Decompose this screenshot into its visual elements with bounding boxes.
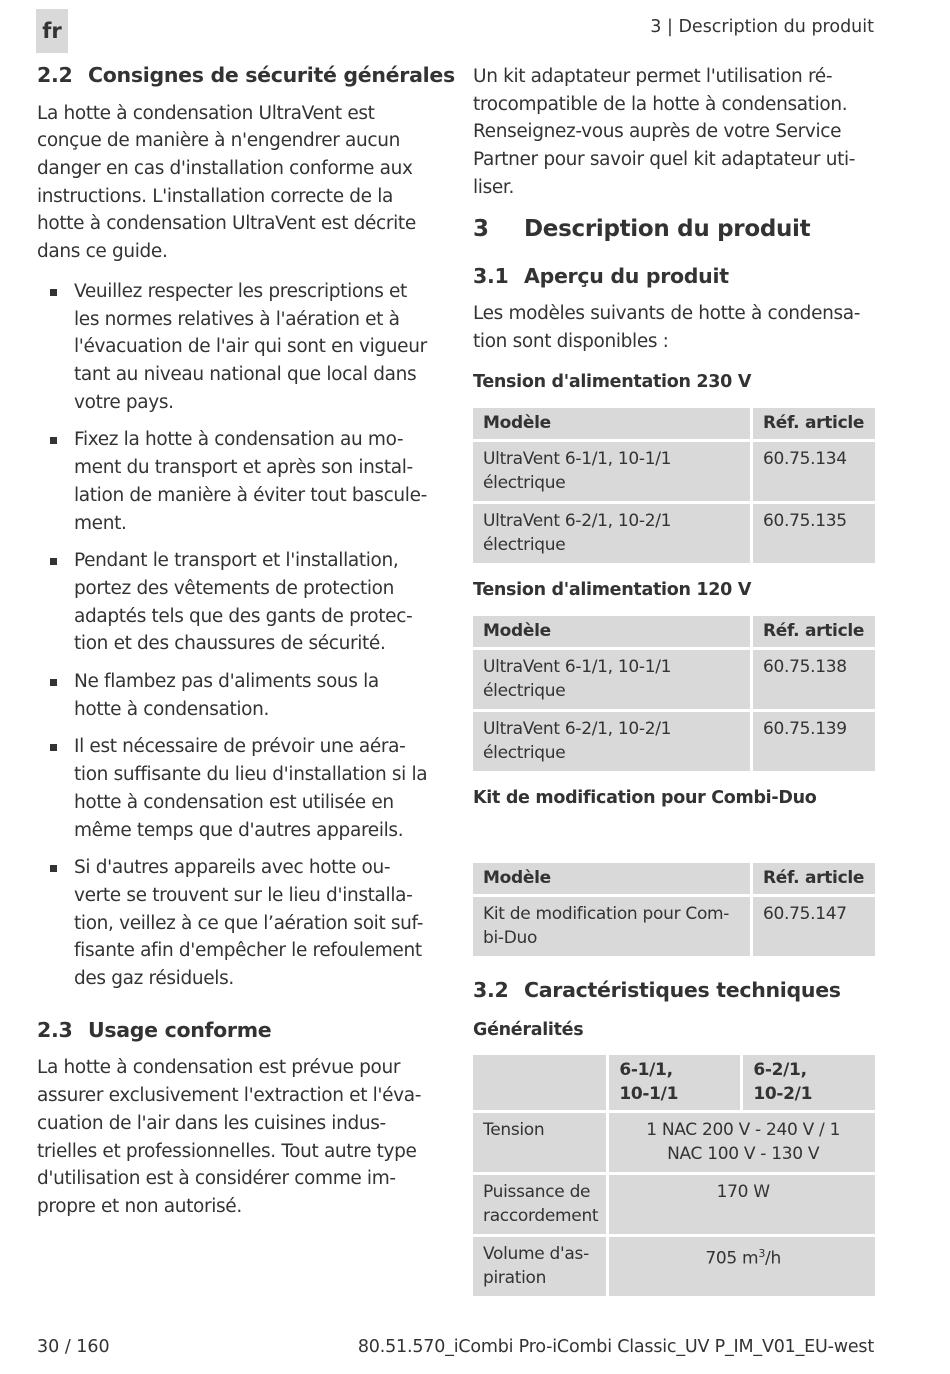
models-intro: Les modèles suivants de hotte à condensa- tion sont disponibles : [473,303,861,352]
general-subheading: Généralités [473,1020,584,1041]
table-row [473,712,875,771]
row-label-extraction-volume: Volume d'as- piration [473,1237,606,1296]
safety-list-item: Si d'autres appareils avec hotte ou- verte se trouvent sur le lieu d'installa- tion, veillez à ce que l’aération soit suf- fisante afin d'empêcher le refoulement des gaz résiduels. [37,854,440,993]
safety-list-item: Pendant le transport et l'installation, portez des vêtements de protection adaptés tels que des gants de protec- tion et des chaussures de sécurité. [37,547,440,658]
technical-data-table [470,1052,878,1299]
table-header-row [473,863,875,894]
section-heading-2-2: 2.2 Consignes de sécurité générales [37,63,455,87]
left-column [37,62,455,1221]
table-row [473,897,875,956]
empty-header-cell [473,1055,606,1110]
intended-use-text: La hotte à condensation est prévue pour assurer exclusivement l'extraction et l'éva- cuation de l'air dans les cuisines indus- trielles et professionnelles. Tout autre type d'utilisation est à considérer comme im- propre et non autorisé. [37,1057,422,1217]
article-number-cell: 60.75.138 [753,650,875,709]
section-heading-2-3: 2.3 Usage conforme [37,1017,272,1042]
page-number: 30 / 160 [37,1337,110,1357]
row-label-power: Puissance de raccordement [473,1175,606,1234]
safety-list-item: Il est nécessaire de prévoir une aéra- tion suffisante du lieu d'installation si la hotte à condensation est utilisée en même temps que d'autres appareils. [37,733,440,844]
table-row [473,650,875,709]
models-table-230v [470,405,878,566]
section-heading-3-1: 3.1 Aperçu du produit [473,263,729,288]
table-header-row [473,408,875,439]
col-header-model: Modèle [473,863,750,894]
model-cell: UltraVent 6-2/1, 10-2/1 électrique [473,712,750,771]
col-header-model: Modèle [473,408,750,439]
right-column [473,62,875,1299]
combi-duo-kit-table [470,860,878,959]
col-header-model: Modèle [473,616,750,647]
safety-list-item: Ne flambez pas d'aliments sous la hotte à condensation. [37,668,440,723]
safety-intro: La hotte à condensation UltraVent est conçue de manière à n'engendrer aucun danger en cas d'installation conforme aux instructions. L'installation correcte de la hotte à condensation UltraVent est décrite dans ce guide. [37,102,416,263]
col-header-6-1-1: 6-1/1, 10-1/1 [609,1055,740,1110]
table-header-row [473,1055,875,1110]
table-heading-combi-duo-kit: Kit de modification pour Combi-Duo [473,787,817,808]
col-header-ref: Réf. article [753,616,875,647]
safety-list-item: Fixez la hotte à condensation au mo- ment du transport et après son instal- lation de manière à éviter tout bascule- ment. [37,426,440,537]
table-heading-230v: Tension d'alimentation 230 V [473,371,752,392]
table-row [473,504,875,563]
safety-list-item: Veuillez respecter les prescriptions et les normes relatives à l'aération et à l'évacuation de l'air qui sont en vigueur tant au niveau national que local dans votre pays. [37,278,440,417]
table-header-row [473,616,875,647]
table-row [473,1237,875,1296]
model-cell: UltraVent 6-1/1, 10-1/1 électrique [473,442,750,501]
article-number-cell: 60.75.139 [753,712,875,771]
col-header-ref: Réf. article [753,863,875,894]
models-table-120v [470,613,878,774]
language-badge: fr [36,9,68,53]
model-cell: UltraVent 6-2/1, 10-2/1 électrique [473,504,750,563]
col-header-6-2-1: 6-2/1, 10-2/1 [743,1055,875,1110]
model-cell: Kit de modification pour Com- bi-Duo [473,897,750,956]
adapter-kit-text: Un kit adaptateur permet l'utilisation ré- trocompatible de la hotte à condensation. Renseignez-vous auprès de votre Service Partner pour savoir quel kit adaptateur uti- liser. [473,66,856,198]
chapter-heading-3: 3 Description du produit [473,215,811,242]
document-id: 80.51.570_iCombi Pro-iCombi Classic_UV P_IM_V01_EU-west [357,1337,874,1357]
value-extraction-volume: 705 $m^3/h$ [609,1237,875,1296]
article-number-cell: 60.75.147 [753,897,875,956]
value-power: 170 W [609,1175,875,1234]
table-row [473,442,875,501]
col-header-ref: Réf. article [753,408,875,439]
running-header: 3 | Description du produit [650,17,874,37]
table-row [473,1175,875,1234]
value-voltage: 1 NAC 200 V - 240 V / 1 NAC 100 V - 130 V [609,1113,875,1172]
safety-list [37,278,440,993]
table-heading-120v: Tension d'alimentation 120 V [473,579,752,600]
model-cell: UltraVent 6-1/1, 10-1/1 électrique [473,650,750,709]
article-number-cell: 60.75.134 [753,442,875,501]
article-number-cell: 60.75.135 [753,504,875,563]
section-heading-3-2: 3.2 Caractéristiques techniques [473,977,841,1002]
table-row [473,1113,875,1172]
row-label-voltage: Tension [473,1113,606,1172]
